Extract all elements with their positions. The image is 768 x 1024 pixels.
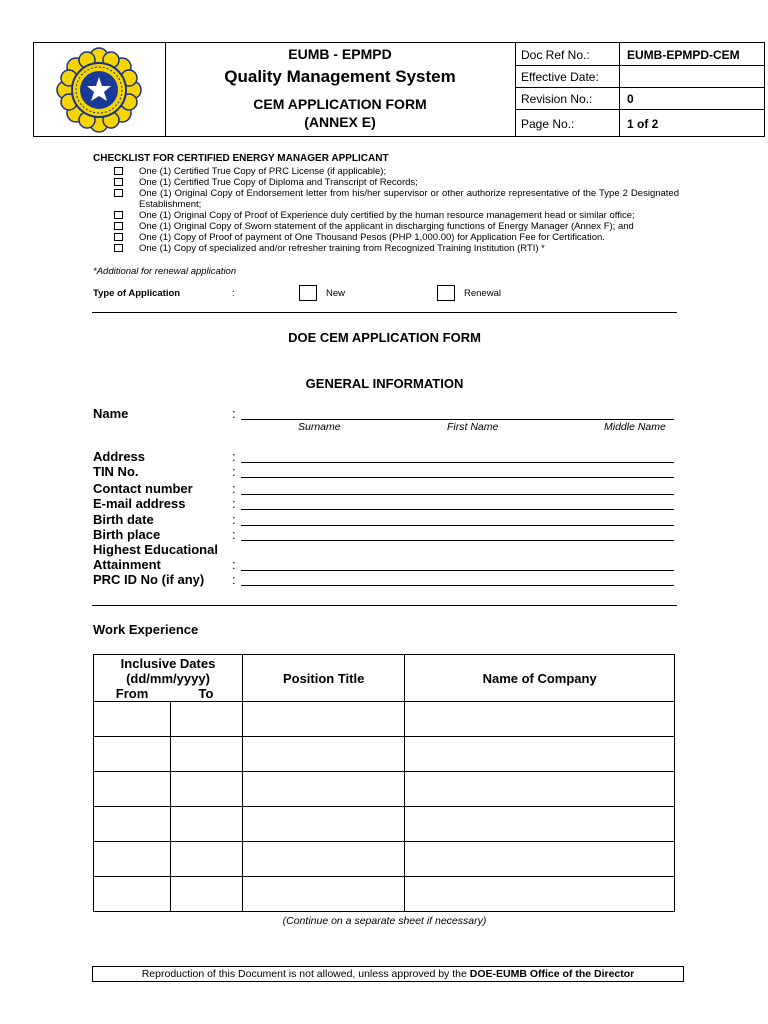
application-type-colon: :	[232, 288, 235, 299]
from-cell[interactable]	[94, 702, 171, 737]
attainment-label: Attainment	[93, 557, 161, 572]
field-colon: :	[232, 449, 236, 464]
field-colon: :	[232, 527, 236, 542]
checklist-item	[114, 221, 674, 232]
divider	[92, 312, 677, 313]
from-label: From	[115, 685, 149, 701]
checklist-item	[114, 177, 674, 188]
prc-input[interactable]	[241, 572, 674, 586]
continue-note: (Continue on a separate sheet if necessary)	[282, 915, 487, 927]
footer-notice	[92, 966, 684, 982]
table-row	[94, 842, 675, 877]
name-input[interactable]	[241, 406, 674, 420]
checklist-item-text: One (1) Certified True Copy of PRC License (if applicable);	[139, 166, 387, 177]
email-label: E-mail address	[93, 496, 186, 511]
checklist-item-text: One (1) Copy of Proof of payment of One Thousand Pesos (PHP 1,000.00) for Application Fee for Certification.	[139, 232, 605, 243]
checkbox[interactable]	[114, 211, 123, 219]
meta-label: Revision No.:	[521, 92, 593, 106]
checklist-item	[114, 243, 674, 254]
position-cell[interactable]	[243, 702, 405, 737]
checklist-item-text: One (1) Copy of specialized and/or refresher training from Recognized Training Institution (RTI) *	[139, 243, 545, 254]
checklist-item	[114, 232, 674, 243]
checkbox[interactable]	[114, 244, 123, 252]
table-row	[94, 772, 675, 807]
table-row	[94, 737, 675, 772]
education-input[interactable]	[241, 557, 674, 571]
address-label: Address	[93, 449, 146, 464]
to-cell[interactable]	[170, 807, 243, 842]
from-cell[interactable]	[94, 807, 171, 842]
system-name: Quality Management System	[224, 67, 456, 86]
from-cell[interactable]	[94, 842, 171, 877]
meta-row-revision	[515, 87, 764, 110]
to-cell[interactable]	[170, 737, 243, 772]
checkbox[interactable]	[114, 178, 123, 186]
company-cell[interactable]	[405, 807, 675, 842]
meta-value: 1 of 2	[627, 117, 659, 131]
table-row	[94, 807, 675, 842]
company-cell[interactable]	[405, 737, 675, 772]
company-cell[interactable]	[405, 877, 675, 912]
table-header-row	[94, 655, 675, 702]
birth-place-input[interactable]	[241, 527, 674, 541]
form-title: CEM APPLICATION FORM	[253, 96, 427, 112]
org-name: EUMB - EPMPD	[288, 46, 392, 62]
contact-label: Contact number	[93, 481, 193, 496]
footer-text: Reproduction of this Document is not allowed, unless approved by the	[141, 968, 470, 980]
header-meta	[515, 43, 764, 136]
company-cell[interactable]	[405, 702, 675, 737]
position-cell[interactable]	[243, 772, 405, 807]
name-label: Name	[93, 406, 129, 421]
footer-bold: DOE-EUMB Office of the Director	[469, 968, 635, 980]
middle-name-caption: Middle Name	[604, 421, 666, 433]
field-colon: :	[232, 572, 236, 587]
checklist-item	[114, 188, 679, 210]
meta-label: Page No.:	[521, 117, 575, 131]
first-name-caption: First Name	[447, 421, 499, 433]
meta-label: Effective Date:	[521, 70, 599, 84]
table-row	[94, 877, 675, 912]
education-label: Highest Educational	[93, 542, 218, 557]
header-title-cell	[165, 43, 516, 136]
checkbox[interactable]	[114, 189, 123, 197]
checkbox[interactable]	[114, 233, 123, 241]
field-colon: :	[232, 512, 236, 527]
meta-row-docref	[515, 43, 764, 66]
tin-input[interactable]	[241, 464, 674, 478]
checkbox[interactable]	[114, 167, 123, 175]
checklist-item-text: One (1) Certified True Copy of Diploma and Transcript of Records;	[139, 177, 418, 188]
to-cell[interactable]	[170, 877, 243, 912]
checklist-item	[114, 166, 674, 177]
renewal-note: *Additional for renewal application	[93, 266, 237, 277]
checklist-item-text: One (1) Original Copy of Proof of Experience duly certified by the human resource management head or similar office;	[139, 210, 635, 221]
inclusive-dates-header	[94, 655, 243, 702]
checkbox[interactable]	[114, 222, 123, 230]
to-cell[interactable]	[170, 702, 243, 737]
email-input[interactable]	[241, 496, 674, 510]
document-header	[33, 42, 765, 137]
field-colon: :	[232, 481, 236, 496]
from-cell[interactable]	[94, 772, 171, 807]
checklist-title: CHECKLIST FOR CERTIFIED ENERGY MANAGER APPLICANT	[93, 153, 389, 164]
meta-label: Doc Ref No.:	[521, 48, 590, 62]
company-cell[interactable]	[405, 772, 675, 807]
field-colon: :	[232, 464, 236, 479]
inclusive-dates-label: Inclusive Dates	[120, 655, 216, 671]
date-format-label: (dd/mm/yyyy)	[126, 670, 210, 686]
field-colon: :	[232, 557, 236, 572]
work-experience-table	[93, 654, 675, 912]
birth-date-label: Birth date	[93, 512, 154, 527]
field-colon: :	[232, 496, 236, 511]
meta-value: EUMB-EPMPD-CEM	[627, 48, 740, 62]
position-title-header: Position Title	[243, 655, 405, 702]
surname-caption: Surname	[298, 421, 341, 433]
checklist-item	[114, 210, 674, 221]
contact-input[interactable]	[241, 481, 674, 495]
birth-date-input[interactable]	[241, 512, 674, 526]
meta-row-effective	[515, 65, 764, 88]
application-type-label: Type of Application	[93, 288, 181, 299]
renewal-checkbox[interactable]	[437, 285, 455, 301]
to-cell[interactable]	[170, 772, 243, 807]
checklist-item-text: One (1) Original Copy of Endorsement letter from his/her supervisor or other authorize representative of the Type 2 Designated Establishment;	[139, 188, 679, 210]
doe-seal-logo	[34, 43, 165, 136]
from-cell[interactable]	[94, 877, 171, 912]
annex-label: (ANNEX E)	[304, 114, 376, 130]
position-cell[interactable]	[243, 807, 405, 842]
meta-row-page	[515, 109, 764, 136]
birth-place-label: Birth place	[93, 527, 161, 542]
address-input[interactable]	[241, 449, 674, 463]
company-cell[interactable]	[405, 842, 675, 877]
position-cell[interactable]	[243, 877, 405, 912]
form-heading: DOE CEM APPLICATION FORM	[288, 330, 481, 345]
from-cell[interactable]	[94, 737, 171, 772]
renewal-label: Renewal	[464, 288, 501, 299]
prc-label: PRC ID No (if any)	[93, 572, 205, 587]
company-name-header: Name of Company	[405, 655, 675, 702]
tin-label: TIN No.	[93, 464, 139, 479]
to-label: To	[198, 685, 214, 701]
position-cell[interactable]	[243, 842, 405, 877]
work-experience-title: Work Experience	[93, 622, 199, 637]
meta-value: 0	[627, 92, 634, 106]
table-row	[94, 702, 675, 737]
new-label: New	[326, 288, 346, 299]
to-cell[interactable]	[170, 842, 243, 877]
section-heading: GENERAL INFORMATION	[305, 376, 464, 391]
logo-cell	[34, 43, 166, 136]
divider	[92, 605, 677, 606]
new-checkbox[interactable]	[299, 285, 317, 301]
field-colon: :	[232, 406, 236, 421]
checklist-item-text: One (1) Original Copy of Sworn statement of the applicant in discharging functions of Energy Manager (Annex F); and	[139, 221, 634, 232]
position-cell[interactable]	[243, 737, 405, 772]
